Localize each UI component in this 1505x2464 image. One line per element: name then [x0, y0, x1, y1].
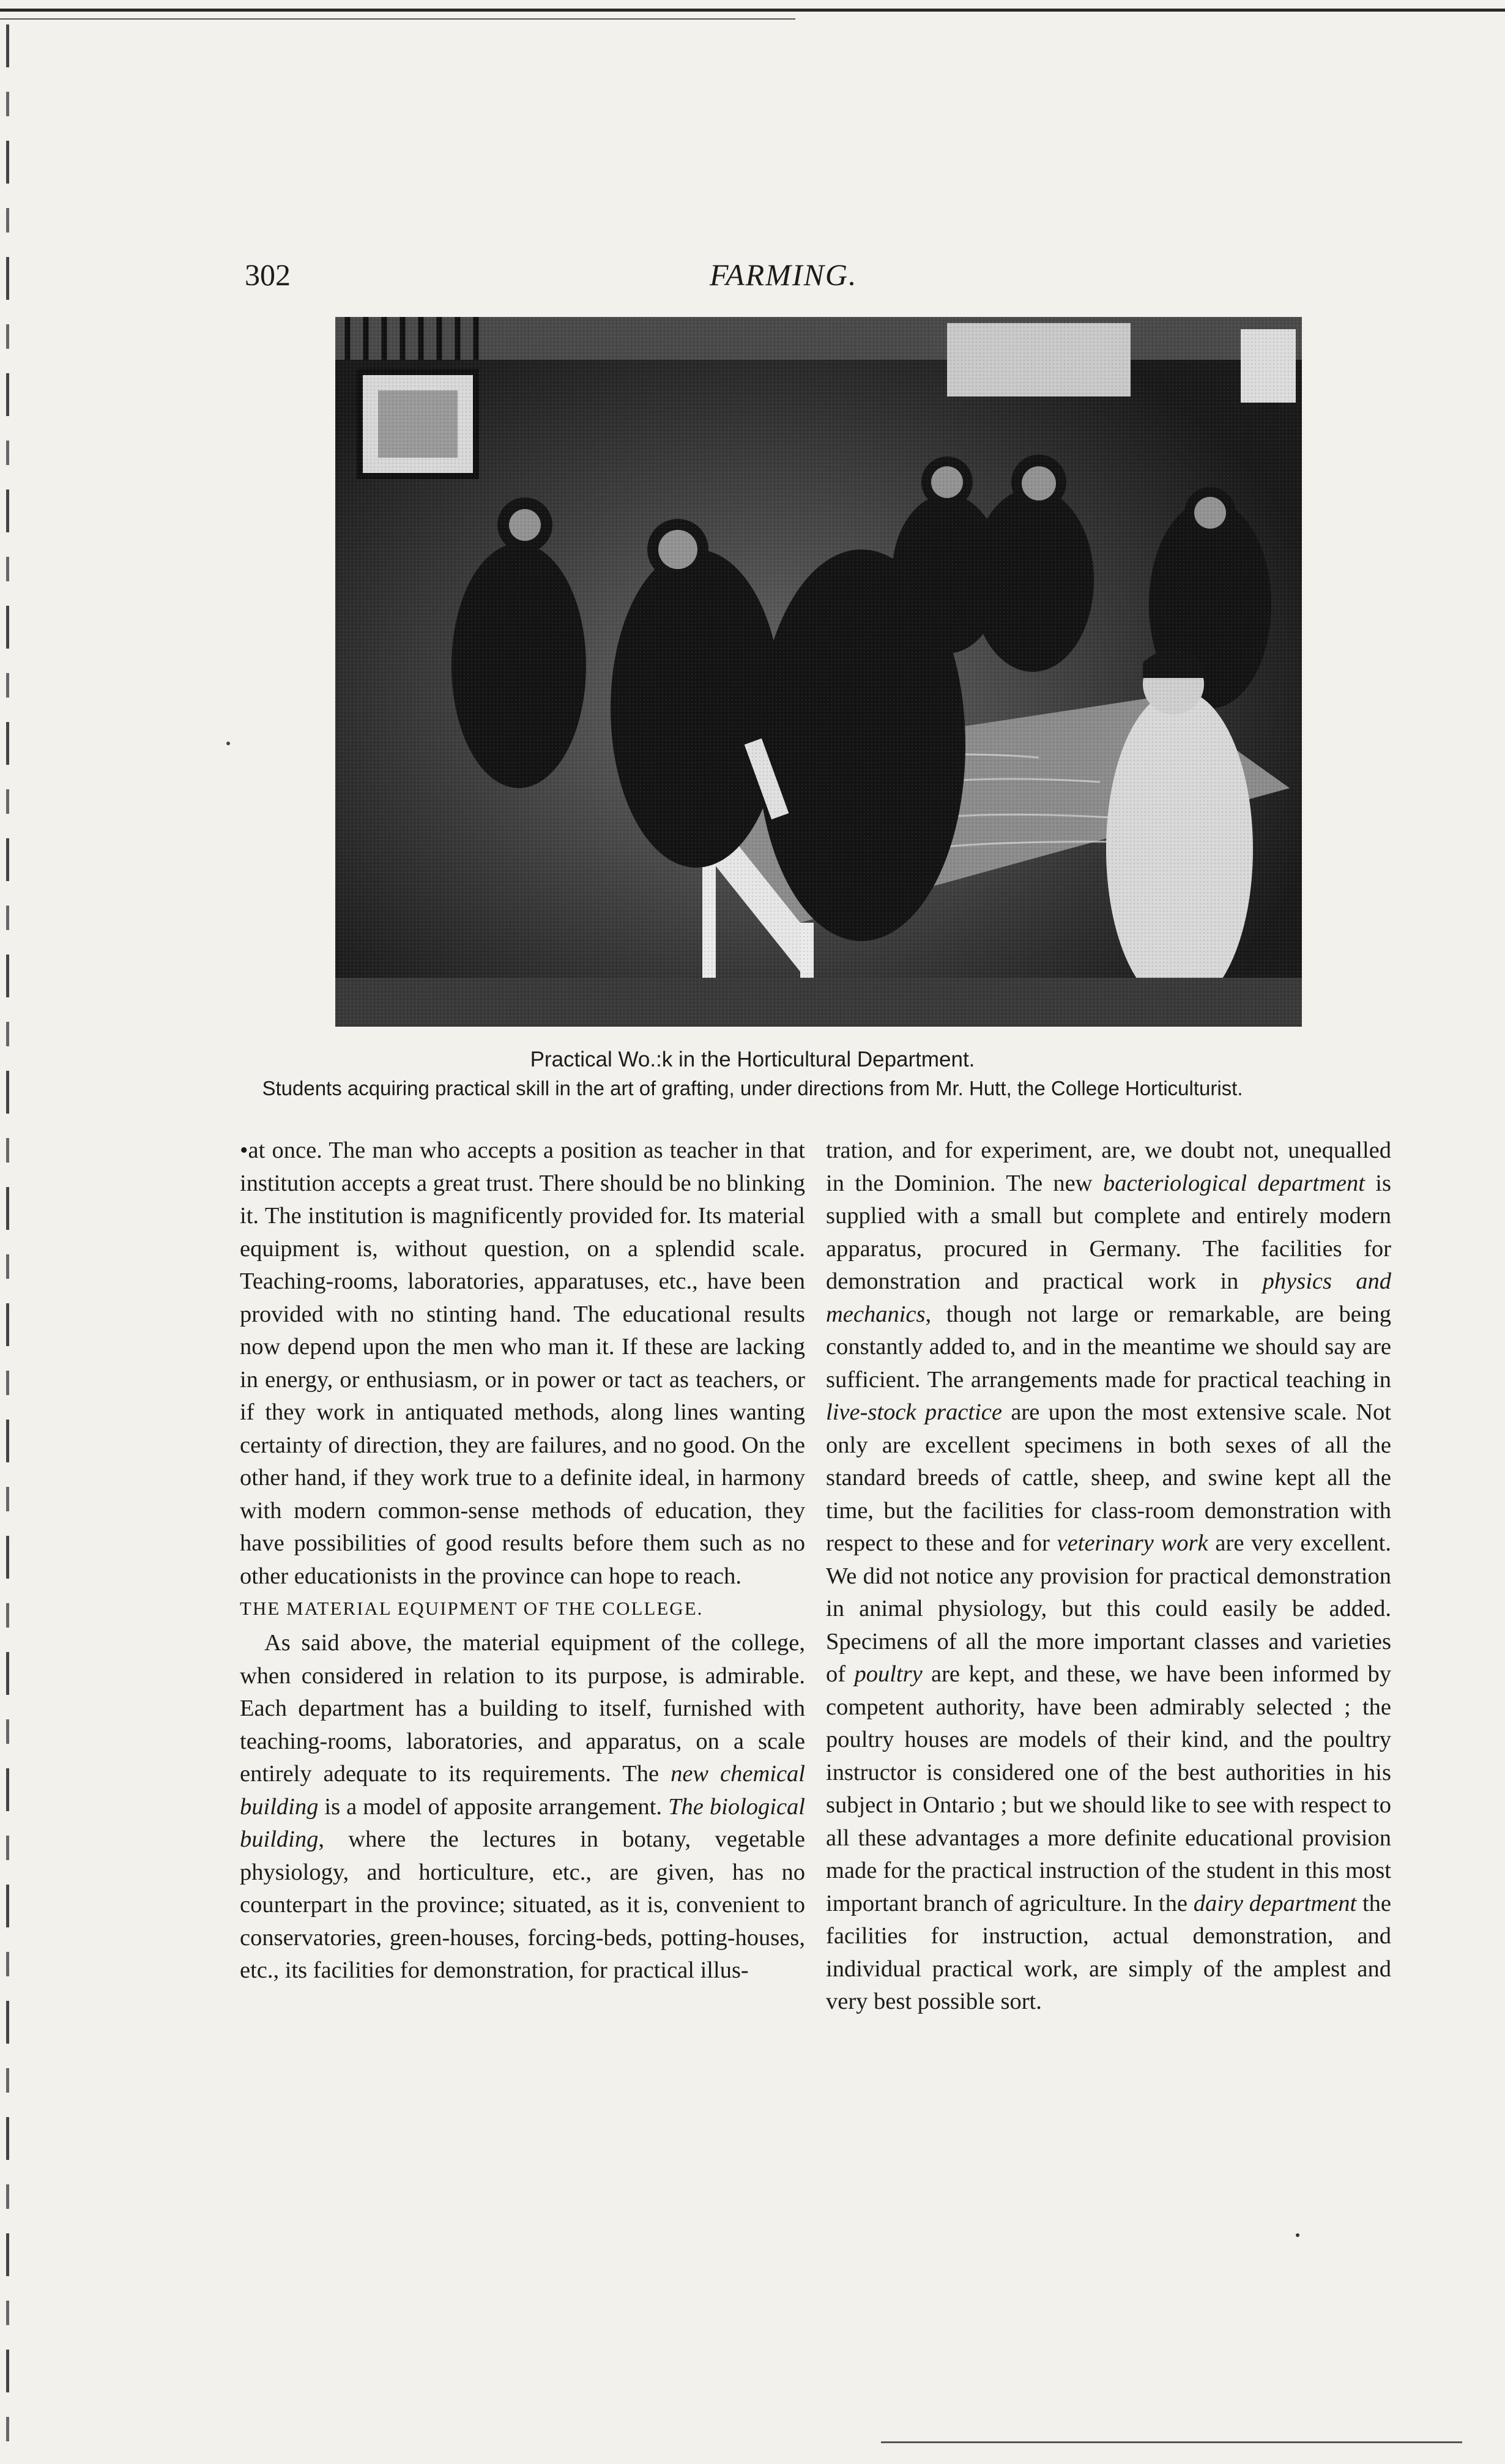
left-paragraph-1 — [240, 1134, 805, 1593]
text-run: •at — [240, 1137, 272, 1163]
page-number: 302 — [245, 258, 291, 292]
italic-term: physics and mechanics — [826, 1268, 1391, 1327]
text-run: , though not large or remarkable, are being constantly added to, and in the meantime we should say are sufficient. The arrangements made for practical teaching in — [826, 1301, 1391, 1393]
bottom-rule — [881, 2441, 1462, 2443]
italic-term: The biological building — [240, 1793, 806, 1852]
text-run: is a model of apposite arrangement. — [318, 1793, 669, 1820]
text-run: tration, and for experiment, are, we doubt not, unequalled in the Dominion. The new — [826, 1137, 1391, 1196]
italic-term: poultry — [854, 1661, 923, 1687]
margin-speck — [1296, 2233, 1299, 2237]
text-run: , where the lectures in botany, vegetable physiology, and horticulture, etc., are given, has no counterpart in the province; situated, as it is, convenient to conservatories, green-houses, forcing-beds, potting-houses, etc., its facilities for demonstration, for practical illus- — [240, 1826, 805, 1983]
text-run: are upon the most extensive scale. Not only are excellent specimens in both sexes of all the standard breeds of cattle, sheep, and swine kept all the time, but the facilities for class-room demonstration with respect to these and for — [826, 1399, 1391, 1556]
text-run: once. The man who accepts a position as teacher in that institution accepts a great trust. There should be no blinking it. The institution is magnificently provided for. Its material equipment is, without question, on a splendid scale. Teaching-rooms, laboratories, apparatuses, etc., have been provided with no stinting hand. The educational results now depend upon the men who man it. If these are lacking in energy, or enthusiasm, or in power or tact as teachers, or if they work in antiquated methods, along lines wanting certainty of direction, they are failures, and no good. On the other hand, if they work true to a definite ideal, in harmony with modern common-sense methods of education, they have possibilities of good results before them such as no other educationists in the province can hope to reach. — [240, 1137, 805, 1589]
section-heading: THE MATERIAL EQUIPMENT OF THE COLLEGE. — [240, 1598, 704, 1619]
top-rule-secondary — [0, 18, 795, 20]
binding-edge — [6, 24, 9, 2447]
figure-caption-title: Practical Wo.:k in the Horticultural Department. — [530, 1048, 975, 1071]
text-run: are very excellent. We did not notice any provision for practical demonstration in animal physiology, but this could easily be added. Specimens of all the more important classes and varieties of — [826, 1530, 1391, 1687]
left-column — [240, 1134, 805, 1987]
italic-term: bacteriological department — [1102, 1170, 1365, 1196]
top-rule — [0, 9, 1505, 12]
running-head: FARMING. — [710, 258, 858, 292]
left-paragraph-2 — [240, 1627, 805, 1987]
grafting-class-photo — [335, 317, 1302, 1027]
italic-term: new chemical building — [240, 1761, 805, 1820]
italic-term: live-stock practice — [826, 1399, 1002, 1425]
figure-photo — [335, 317, 1302, 1027]
margin-speck — [226, 742, 230, 745]
text-run: the facilities for instruction, actual demonstration, and individual practical work, are simply of the amplest and very best possible sort. — [826, 1890, 1391, 2014]
right-column — [826, 1134, 1391, 2019]
figure-caption-subtitle: Students acquiring practical skill in the art of grafting, under directions from Mr. Hutt, the College Horticulturist. — [262, 1077, 1243, 1100]
italic-term: veterinary work — [1057, 1530, 1208, 1556]
text-run: is supplied with a small but complete and entirely modern apparatus, procured in Germany. The facilities for demonstration and practical work in — [826, 1170, 1391, 1294]
italic-term: dairy department — [1193, 1890, 1357, 1916]
text-run: As said above, the material equipment of the college, when considered in relation to its purpose, is admirable. Each department has a building to itself, furnished with teaching-rooms, laboratories, and apparatus, on a scale entirely adequate to its requirements. The — [240, 1630, 805, 1787]
text-run: are kept, and these, we have been informed by competent authority, have been admirably selected ; the poultry houses are models of their kind, and the poultry instructor is considered one of the best authorities in his subject in Ontario ; but we should like to see with respect to all these advantages a more definite educational provision made for the practical instruction of the student in this most important branch of agriculture. In the — [826, 1661, 1391, 1916]
right-paragraph-1 — [826, 1134, 1391, 2019]
